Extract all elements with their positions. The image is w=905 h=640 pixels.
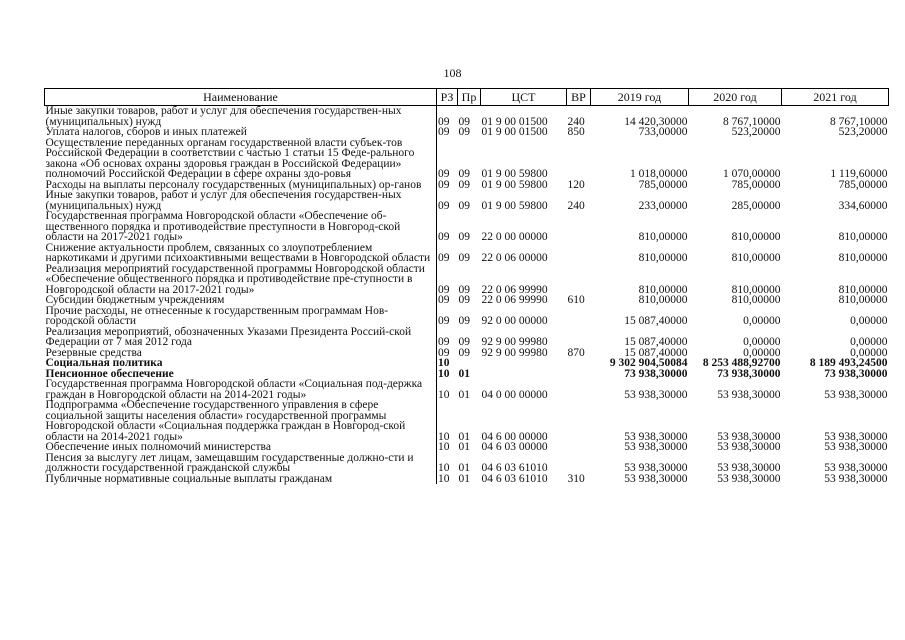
row-pr: 09: [458, 126, 470, 138]
row-cst: 01 9 00 01500: [481, 126, 548, 138]
row-2019: 14 420,30000: [624, 115, 688, 128]
row-2020: 53 938,30000: [717, 430, 781, 443]
row-vr: 850: [567, 126, 585, 138]
table-body: [45, 106, 889, 485]
row-cst: 22 0 06 99990: [481, 283, 548, 296]
row-pr: 09: [458, 252, 470, 264]
row-2020: 53 938,30000: [717, 388, 781, 401]
row-cst: 92 9 00 99980: [481, 346, 548, 359]
row-pr: 09: [458, 336, 470, 348]
row-2021: 1 119,60000: [830, 168, 888, 180]
row-2019: 53 938,30000: [624, 388, 688, 401]
row-pr: 09: [458, 315, 470, 327]
table-row: [45, 243, 889, 264]
row-name: Подпрограмма «Обеспечение государственного управления в сфере социальной защиты населения области» государственной программы Новгородской области «Социальная поддержка граждан в Новгород-ской области на 2014-2021 годы»: [45, 400, 437, 442]
row-2021: 53 938,30000: [824, 472, 888, 485]
row-pr: 09: [458, 178, 470, 191]
row-vr: [567, 400, 591, 442]
row-cst: 22 0 06 00000: [481, 252, 548, 264]
row-vr: [567, 211, 591, 243]
header-name: Наименование: [45, 89, 437, 106]
table-row: [45, 211, 889, 243]
row-name: Социальная политика: [45, 358, 437, 369]
row-cst: 01 9 00 59800: [481, 178, 548, 191]
row-pr: 09: [458, 199, 470, 212]
row-pr: 09: [458, 168, 470, 180]
row-name: Прочие расходы, не отнесенные к государственным программам Нов-городской области: [45, 306, 437, 327]
table-row: [45, 358, 889, 369]
row-rz: 10: [438, 367, 450, 380]
row-2021: 810,00000: [838, 231, 888, 243]
row-cst: 04 6 03 61010: [481, 462, 548, 474]
row-2019: 15 087,40000: [624, 336, 688, 348]
header-2019: 2019 год: [591, 89, 689, 106]
row-rz: 09: [438, 336, 450, 348]
row-name: Субсидии бюджетным учреждениям: [45, 295, 437, 306]
header-2021: 2021 год: [782, 89, 889, 106]
row-name: Пенсия за выслугу лет лицам, замещавшим государственные должно-сти и должности государственной гражданской службы: [45, 453, 437, 474]
row-2020: 810,00000: [731, 294, 781, 306]
row-2021: 53 938,30000: [824, 430, 888, 443]
row-pr: [458, 358, 481, 369]
row-2020: 810,00000: [731, 231, 781, 243]
table-row: [45, 127, 889, 138]
row-cst: 01 9 00 59800: [481, 199, 548, 212]
row-name: Пенсионное обеспечение: [45, 369, 437, 380]
row-rz: 10: [438, 388, 450, 401]
row-2021: 53 938,30000: [824, 462, 888, 474]
row-2019: 810,00000: [638, 252, 688, 264]
row-pr: 09: [458, 294, 470, 306]
row-2019: 810,00000: [638, 231, 688, 243]
row-2020: 810,00000: [731, 252, 781, 264]
row-2019: 15 087,40000: [624, 315, 688, 327]
row-2021: 810,00000: [838, 294, 888, 306]
row-name: Расходы на выплаты персоналу государственных (муниципальных) ор-ганов: [45, 180, 437, 191]
row-name: Обеспечение иных полномочий министерства: [45, 442, 437, 453]
row-2021: 785,00000: [838, 178, 888, 191]
header-pr: Пр: [458, 89, 481, 106]
row-cst: 04 6 03 61010: [481, 472, 548, 485]
row-rz: 09: [438, 346, 450, 359]
row-2019: 53 938,30000: [624, 430, 688, 443]
header-cst: ЦСТ: [481, 89, 567, 106]
row-2020: 785,00000: [731, 178, 781, 191]
table-row: [45, 400, 889, 442]
row-2019: 53 938,30000: [624, 472, 688, 485]
row-pr: 01: [458, 430, 470, 443]
table-row: [45, 106, 889, 128]
table-row: [45, 138, 889, 180]
row-pr: 09: [458, 346, 470, 359]
row-rz: 09: [438, 115, 450, 128]
row-2019: 810,00000: [638, 294, 688, 306]
row-pr: 01: [458, 441, 470, 453]
table-row: [45, 379, 889, 400]
row-cst: 04 0 00 00000: [481, 388, 548, 401]
row-2020: 53 938,30000: [717, 472, 781, 485]
row-cst: 92 0 00 00000: [481, 315, 548, 327]
table-row: [45, 306, 889, 327]
row-vr: 610: [567, 294, 585, 306]
row-name: Резервные средства: [45, 348, 437, 359]
row-2019: 1 018,00000: [630, 168, 688, 180]
table-row: [45, 295, 889, 306]
row-2021: 523,20000: [838, 126, 888, 138]
header-rz: РЗ: [437, 89, 458, 106]
row-vr: [567, 358, 591, 369]
row-pr: 01: [458, 388, 470, 401]
row-2019: 785,00000: [638, 178, 688, 191]
row-rz: 10: [438, 472, 450, 485]
row-rz: 10: [438, 441, 450, 453]
row-rz: 09: [438, 126, 450, 138]
row-pr: 01: [458, 472, 470, 485]
row-rz: 09: [438, 231, 450, 243]
row-rz: 09: [438, 294, 450, 306]
row-2020: 73 938,30000: [717, 367, 781, 380]
row-2019: 233,00000: [638, 199, 688, 212]
row-pr: 01: [458, 462, 470, 474]
row-cst: 22 0 00 00000: [481, 231, 548, 243]
row-vr: [567, 243, 591, 264]
row-rz: 09: [438, 178, 450, 191]
row-2019: 9 302 904,50084: [609, 357, 688, 369]
row-2021: 810,00000: [838, 252, 888, 264]
row-cst: 22 0 06 99990: [481, 294, 548, 306]
row-vr: [567, 379, 591, 400]
row-pr: 01: [458, 367, 470, 380]
row-2020: 0,00000: [743, 336, 781, 348]
row-vr: [567, 369, 591, 380]
row-2020: 8 767,10000: [723, 115, 781, 128]
row-rz: 09: [438, 283, 450, 296]
table-row: [45, 190, 889, 211]
row-name: Уплата налогов, сборов и иных платежей: [45, 127, 437, 138]
table-header-row: [45, 89, 889, 106]
row-pr: 09: [458, 115, 470, 128]
row-2021: 8 189 493,24500: [809, 357, 888, 369]
row-rz: 09: [438, 168, 450, 180]
row-2021: 0,00000: [850, 336, 888, 348]
row-2021: 0,00000: [850, 346, 888, 359]
header-vr: ВР: [567, 89, 591, 106]
row-name: Снижение актуальности проблем, связанных со злоупотреблением наркотиками и другими психоактивными веществами в Новгородской области: [45, 243, 437, 264]
row-2019: 73 938,30000: [624, 367, 688, 380]
header-2020: 2020 год: [689, 89, 782, 106]
row-vr: 240: [567, 115, 585, 128]
table-row: [45, 327, 889, 348]
row-2019: 733,00000: [638, 126, 688, 138]
row-2021: 53 938,30000: [824, 441, 888, 453]
row-vr: 120: [567, 178, 585, 191]
row-vr: [567, 327, 591, 348]
row-rz: 09: [438, 315, 450, 327]
row-2020: 285,00000: [731, 199, 781, 212]
row-vr: 310: [567, 472, 585, 485]
row-2019: 53 938,30000: [624, 441, 688, 453]
row-2020: 810,00000: [731, 283, 781, 296]
row-name: Реализация мероприятий, обозначенных Указами Президента Россий-ской Федерации от 7 мая 2012 года: [45, 327, 437, 348]
row-2020: 1 070,00000: [723, 168, 781, 180]
row-vr: 240: [567, 199, 585, 212]
row-name: Публичные нормативные социальные выплаты гражданам: [45, 474, 437, 485]
row-rz: 09: [438, 199, 450, 212]
row-rz: 10: [438, 462, 450, 474]
row-rz: 09: [438, 252, 450, 264]
row-name: Осуществление переданных органам государственной власти субъек-тов Российской Федерации в соответствии с частью 1 статьи 15 Феде-рального закона «Об основах охраны здоровья граждан в Российской Федерации» полномочий Российской Федерации в сфере охраны здо-ровья: [45, 138, 437, 180]
row-cst: 01 9 00 59800: [481, 168, 548, 180]
row-cst: 04 6 00 00000: [481, 430, 548, 443]
row-vr: 870: [567, 346, 585, 359]
row-cst: 01 9 00 01500: [481, 115, 548, 128]
table-row: [45, 453, 889, 474]
row-cst: [481, 358, 567, 369]
row-vr: [567, 442, 591, 453]
row-vr: [567, 306, 591, 327]
row-name: Иные закупки товаров, работ и услуг для обеспечения государствен-ных (муниципальных) нужд: [45, 190, 437, 211]
row-pr: 09: [458, 231, 470, 243]
row-name: Государственная программа Новгородской области «Обеспечение об-щественного порядка и противодействие преступности в Новгород-ской области на 2017-2021 годы»: [45, 211, 437, 243]
row-name: Государственная программа Новгородской области «Социальная под-держка граждан в Новгородской области на 2014-2021 годы»: [45, 379, 437, 400]
row-2021: 334,60000: [838, 199, 888, 212]
row-2020: 8 253 488,92700: [702, 357, 781, 369]
row-vr: [567, 264, 591, 296]
table-row: [45, 264, 889, 296]
row-vr: [567, 138, 591, 180]
row-pr: 09: [458, 283, 470, 296]
row-2021: 810,00000: [838, 283, 888, 296]
row-name: Иные закупки товаров, работ и услуг для обеспечения государствен-ных (муниципальных) нужд: [45, 106, 437, 128]
table-row: [45, 474, 889, 485]
row-rz: 10: [438, 430, 450, 443]
table-row: [45, 442, 889, 453]
row-cst: 92 9 00 99980: [481, 336, 548, 348]
row-2020: 53 938,30000: [717, 462, 781, 474]
page-number: 108: [443, 66, 462, 80]
row-2021: 73 938,30000: [824, 367, 888, 380]
row-vr: [567, 453, 591, 474]
row-2019: 53 938,30000: [624, 462, 688, 474]
budget-table: [44, 88, 889, 484]
row-rz: 10: [438, 357, 450, 369]
row-cst: [481, 369, 567, 380]
row-2021: 53 938,30000: [824, 388, 888, 401]
row-2020: 0,00000: [743, 315, 781, 327]
row-cst: 04 6 03 00000: [481, 441, 548, 453]
row-2019: 15 087,40000: [624, 346, 688, 359]
row-name: Реализация мероприятий государственной программы Новгородской области «Обеспечение общественного порядка и противодействие пре-ступности в Новгородской области на 2017-2021 годы»: [45, 264, 437, 296]
row-2021: 0,00000: [850, 315, 888, 327]
row-2020: 53 938,30000: [717, 441, 781, 453]
row-2020: 523,20000: [731, 126, 781, 138]
row-2020: 0,00000: [743, 346, 781, 359]
row-2021: 8 767,10000: [830, 115, 888, 128]
row-2019: 810,00000: [638, 283, 688, 296]
